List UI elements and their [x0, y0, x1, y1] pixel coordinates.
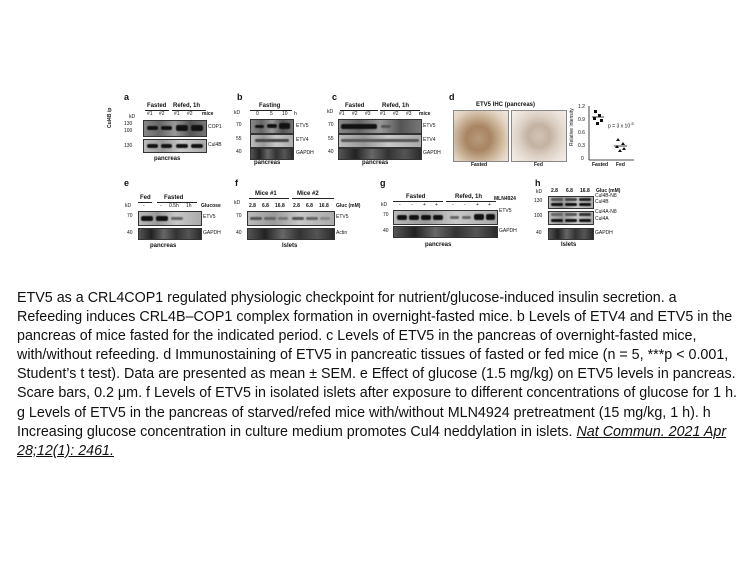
panel-g-label: g — [380, 178, 386, 188]
panel-h-row-cul4b-n8: Cul4B-N8 — [595, 193, 617, 199]
panel-g-lane-5: - — [452, 202, 454, 208]
dot-fed-1 — [616, 138, 620, 141]
panel-c-kd: kD — [327, 109, 334, 115]
panel-b-row-gapdh: GAPDH — [296, 150, 314, 156]
panel-c-lane-6: #3 — [406, 111, 412, 117]
panel-e-group-2: Fasted — [164, 195, 184, 201]
dot-fed-4 — [622, 147, 626, 150]
panel-f-blot-actin — [247, 228, 335, 240]
panel-a-kd-130: 130 — [124, 121, 133, 127]
panel-c-row-etv4: ETV4 — [423, 137, 436, 143]
panel-e-blot-gapdh — [138, 228, 202, 240]
panel-a-kd-100: 100 — [124, 128, 133, 134]
panel-h-kd-100: 100 — [534, 213, 543, 219]
panel-c-kd-55: 55 — [328, 136, 334, 142]
panel-d-ihc-fed — [511, 110, 567, 162]
panel-c-blot-gapdh — [338, 148, 422, 160]
panel-a-blot-cop1 — [143, 120, 207, 137]
panel-h-kd-130: 130 — [534, 198, 543, 204]
panel-g-lane-4: + — [435, 202, 438, 208]
panel-a-tissue: pancreas — [154, 156, 181, 162]
panel-c-lane-3: #3 — [365, 111, 371, 117]
panel-f-blot-etv5 — [247, 211, 335, 226]
panel-h-blot-gapdh — [548, 228, 594, 240]
panel-e-lane-2: - — [160, 203, 162, 209]
panel-b-label: b — [237, 92, 243, 102]
panel-a-lane-2: #2 — [159, 111, 165, 117]
dot-fasted-4 — [600, 119, 603, 122]
panel-a-lane-1: #1 — [147, 111, 153, 117]
panel-b-lane-2: 5 — [270, 111, 273, 117]
panel-f-group-1: Mice #1 — [255, 191, 277, 197]
panel-e-lane-1: - — [143, 203, 145, 209]
panel-c-row-etv5: ETV5 — [423, 123, 436, 129]
dot-fed-5 — [618, 149, 622, 152]
panel-d-dotplot — [588, 104, 638, 162]
panel-f-tissue: Islets — [282, 243, 298, 249]
panel-b-blot-etv5 — [250, 119, 294, 134]
panel-g-lane-2: - — [411, 202, 413, 208]
panel-b-title: Fasting — [259, 103, 281, 109]
panel-c-row-gapdh: GAPDH — [423, 150, 441, 156]
panel-e-row-gapdh: GAPDH — [203, 230, 221, 236]
panel-b-lane-1: 0 — [256, 111, 259, 117]
panel-d-xtick-fasted: Fasted — [592, 162, 609, 168]
panel-c-tissue: pancreas — [362, 160, 389, 166]
panel-e-group-1: Fed — [140, 195, 151, 201]
panel-g-lanes-title: MLN4924 — [494, 196, 516, 202]
panel-b-row-etv4: ETV4 — [296, 137, 309, 143]
panel-h-row-gapdh: GAPDH — [595, 230, 613, 236]
panel-d-ytick-3: 0.6 — [578, 130, 585, 136]
panel-h-row-cul4a: Cul4A — [595, 216, 609, 222]
panel-d-ylabel: Relative intensity — [569, 108, 575, 146]
panel-c-label: c — [332, 92, 338, 102]
panel-c-lane-4: #1 — [380, 111, 386, 117]
panel-d-pvalue: p = 3 x $10^{-5}$ — [608, 121, 634, 130]
dot-fasted-1 — [594, 110, 597, 113]
panel-h-row-cul4a-n8: Cul4A-N8 — [595, 209, 617, 215]
panel-f-group-2: Mice #2 — [297, 191, 319, 197]
panel-h-kd: kD — [536, 189, 543, 195]
panel-d-ihc-fasted — [453, 110, 509, 162]
panel-d-ytick-5: 0 — [581, 156, 584, 162]
panel-f-lane-3: 16.8 — [275, 203, 285, 209]
panel-a-side-label: Cul4B ip — [107, 107, 113, 128]
figure — [107, 86, 645, 261]
panel-d-caption-fed: Fed — [534, 162, 543, 168]
panel-a-lane-3: #1 — [174, 111, 180, 117]
panel-g-lane-6: - — [464, 202, 466, 208]
panel-h-row-cul4b: Cul4B — [595, 199, 609, 205]
panel-a-kd-130b: 130 — [124, 143, 133, 149]
panel-e-lane-4: 1h — [186, 203, 192, 209]
panel-a-kd: kD — [129, 114, 136, 120]
panel-f-label: f — [235, 178, 238, 188]
panel-c-group-2: Refed, 1h — [382, 103, 410, 109]
panel-e-kd-70: 70 — [127, 213, 133, 219]
panel-c-group-1: Fasted — [345, 103, 365, 109]
panel-g-blot-gapdh — [393, 226, 498, 238]
panel-h-label: h — [535, 178, 541, 188]
panel-e-tissue: pancreas — [150, 243, 177, 249]
panel-f-lane-6: 16.8 — [319, 203, 329, 209]
panel-d-label: d — [449, 92, 455, 102]
panel-b-unit: h — [294, 111, 297, 117]
panel-a-row-cop1: COP1 — [208, 124, 222, 130]
panel-g-kd-40: 40 — [383, 228, 389, 234]
panel-c-blot-etv5 — [338, 119, 422, 134]
panel-b-kd-40: 40 — [236, 149, 242, 155]
panel-d-xtick-fed: Fed — [616, 162, 625, 168]
panel-d-ytick-2: 0.9 — [578, 117, 585, 123]
panel-g-kd-70: 70 — [383, 212, 389, 218]
citation-link[interactable]: Nat Commun. 2021 Apr 28;12(1): 2461. — [17, 423, 727, 459]
panel-c-lane-5: #2 — [393, 111, 399, 117]
panel-g-row-etv5: ETV5 — [499, 208, 512, 214]
panel-f-kd-40: 40 — [236, 230, 242, 236]
panel-b-tissue: pancreas — [254, 160, 281, 166]
panel-d-caption-fasted: Fasted — [471, 162, 488, 168]
panel-e-kd: kD — [125, 203, 132, 209]
panel-h-lane-2: 6.8 — [566, 188, 573, 194]
panel-c-kd-40: 40 — [328, 149, 334, 155]
panel-f-kd: kD — [234, 200, 241, 206]
panel-d-ytick-1: 1.2 — [578, 104, 585, 110]
panel-g-lane-3: + — [423, 202, 426, 208]
panel-e-lanes-title: Glucose — [201, 203, 221, 209]
panel-h-tissue: Islets — [561, 242, 577, 248]
panel-g-lane-1: - — [399, 202, 401, 208]
dot-fed-2 — [621, 142, 625, 145]
panel-e-lane-3: 0.5h — [169, 203, 179, 209]
panel-g-row-gapdh: GAPDH — [499, 228, 517, 234]
panel-g-lane-8: + — [488, 202, 491, 208]
panel-a-label: a — [124, 92, 130, 102]
panel-a-group-1: Fasted — [147, 103, 167, 109]
panel-g-group-1: Fasted — [406, 194, 426, 200]
panel-b-kd: kD — [234, 110, 241, 116]
panel-a-row-cul4b: Cul4B — [208, 142, 222, 148]
dot-fasted-3 — [593, 117, 596, 120]
panel-c-lane-1: #1 — [339, 111, 345, 117]
panel-e-row-etv5: ETV5 — [203, 214, 216, 220]
panel-f-kd-70: 70 — [236, 213, 242, 219]
panel-c-kd-70: 70 — [328, 122, 334, 128]
panel-f-lane-1: 2.8 — [249, 203, 256, 209]
panel-h-blot-cul4a — [548, 211, 594, 225]
figure-caption — [17, 289, 745, 461]
dot-fasted-5 — [596, 122, 599, 125]
dot-fed-3 — [615, 145, 619, 148]
panel-e-blot-etv5 — [138, 211, 202, 226]
caption-text: ETV5 as a CRL4COP1 regulated physiologic checkpoint for nutrient/glucose-induced insulin secretion. a Refeeding induces CRL4B–COP1 complex formation in overnight-fasted mice. b Levels of ETV4 and ETV5 in the pancreas of mice fasted for the indicated period. c Levels of ETV5 in the pancreas of overnight-fasted mice, with/without refeeding. d Immunostaining of ETV5 in pancreatic tissues of fasted or fed mice (n = 5, ***p < 0.001, Student’s t test). Data are presented as mean ± SEM. e Effect of glucose (1.5 mg/kg) on ETV5 levels in pancreas. Scare bars, 0.2 μm. f Levels of ETV5 in isolated islets after exposure to different concentrations of glucose for 1 h. g Levels of ETV5 in the pancreas of starved/refed mice with/without MLN4924 pretreatment (15 mg/kg, 1 h). h Increasing glucose concentration in culture medium promotes Cul4 neddylation in islets. — [17, 290, 738, 440]
panel-c-blot-etv4 — [338, 134, 422, 148]
panel-h-lane-1: 2.8 — [551, 188, 558, 194]
panel-d-title: ETV5 IHC (pancreas) — [476, 102, 536, 108]
panel-f-lane-5: 6.8 — [306, 203, 313, 209]
dot-fasted-2 — [598, 114, 601, 117]
panel-b-blot-gapdh — [250, 148, 294, 160]
panel-h-lanes-title: Gluc (mM) — [596, 188, 621, 194]
panel-b-kd-70: 70 — [236, 122, 242, 128]
panel-g-lane-7: + — [476, 202, 479, 208]
panel-c-lanes-title: mice — [419, 111, 431, 117]
panel-g-tissue: pancreas — [425, 242, 452, 248]
panel-e-kd-40: 40 — [127, 230, 133, 236]
panel-f-row-etv5: ETV5 — [336, 214, 349, 220]
panel-f-lane-2: 6.8 — [262, 203, 269, 209]
panel-h-lane-3: 16.8 — [580, 188, 590, 194]
panel-g-group-2: Refed, 1h — [455, 194, 483, 200]
panel-f-row-actin: Actin — [336, 230, 348, 236]
panel-f-lanes-title: Gluc (mM) — [336, 203, 361, 209]
panel-g-blot-etv5 — [393, 210, 498, 225]
panel-a-blot-cul4b — [143, 139, 207, 153]
panel-b-blot-etv4 — [250, 134, 294, 148]
panel-c-lane-2: #2 — [352, 111, 358, 117]
panel-a-group-2: Refed, 1h — [173, 103, 201, 109]
panel-h-blot-cul4b — [548, 196, 594, 209]
panel-b-row-etv5: ETV5 — [296, 123, 309, 129]
panel-a-lanes-title: mice — [202, 111, 214, 117]
panel-b-kd-55: 55 — [236, 136, 242, 142]
panel-g-kd: kD — [381, 202, 388, 208]
panel-a-lane-4: #2 — [187, 111, 193, 117]
panel-b-lane-3: 10 — [282, 111, 288, 117]
panel-h-kd-40: 40 — [536, 230, 542, 236]
panel-e-label: e — [124, 178, 130, 188]
panel-f-lane-4: 2.8 — [293, 203, 300, 209]
panel-d-ytick-4: 0.3 — [578, 143, 585, 149]
